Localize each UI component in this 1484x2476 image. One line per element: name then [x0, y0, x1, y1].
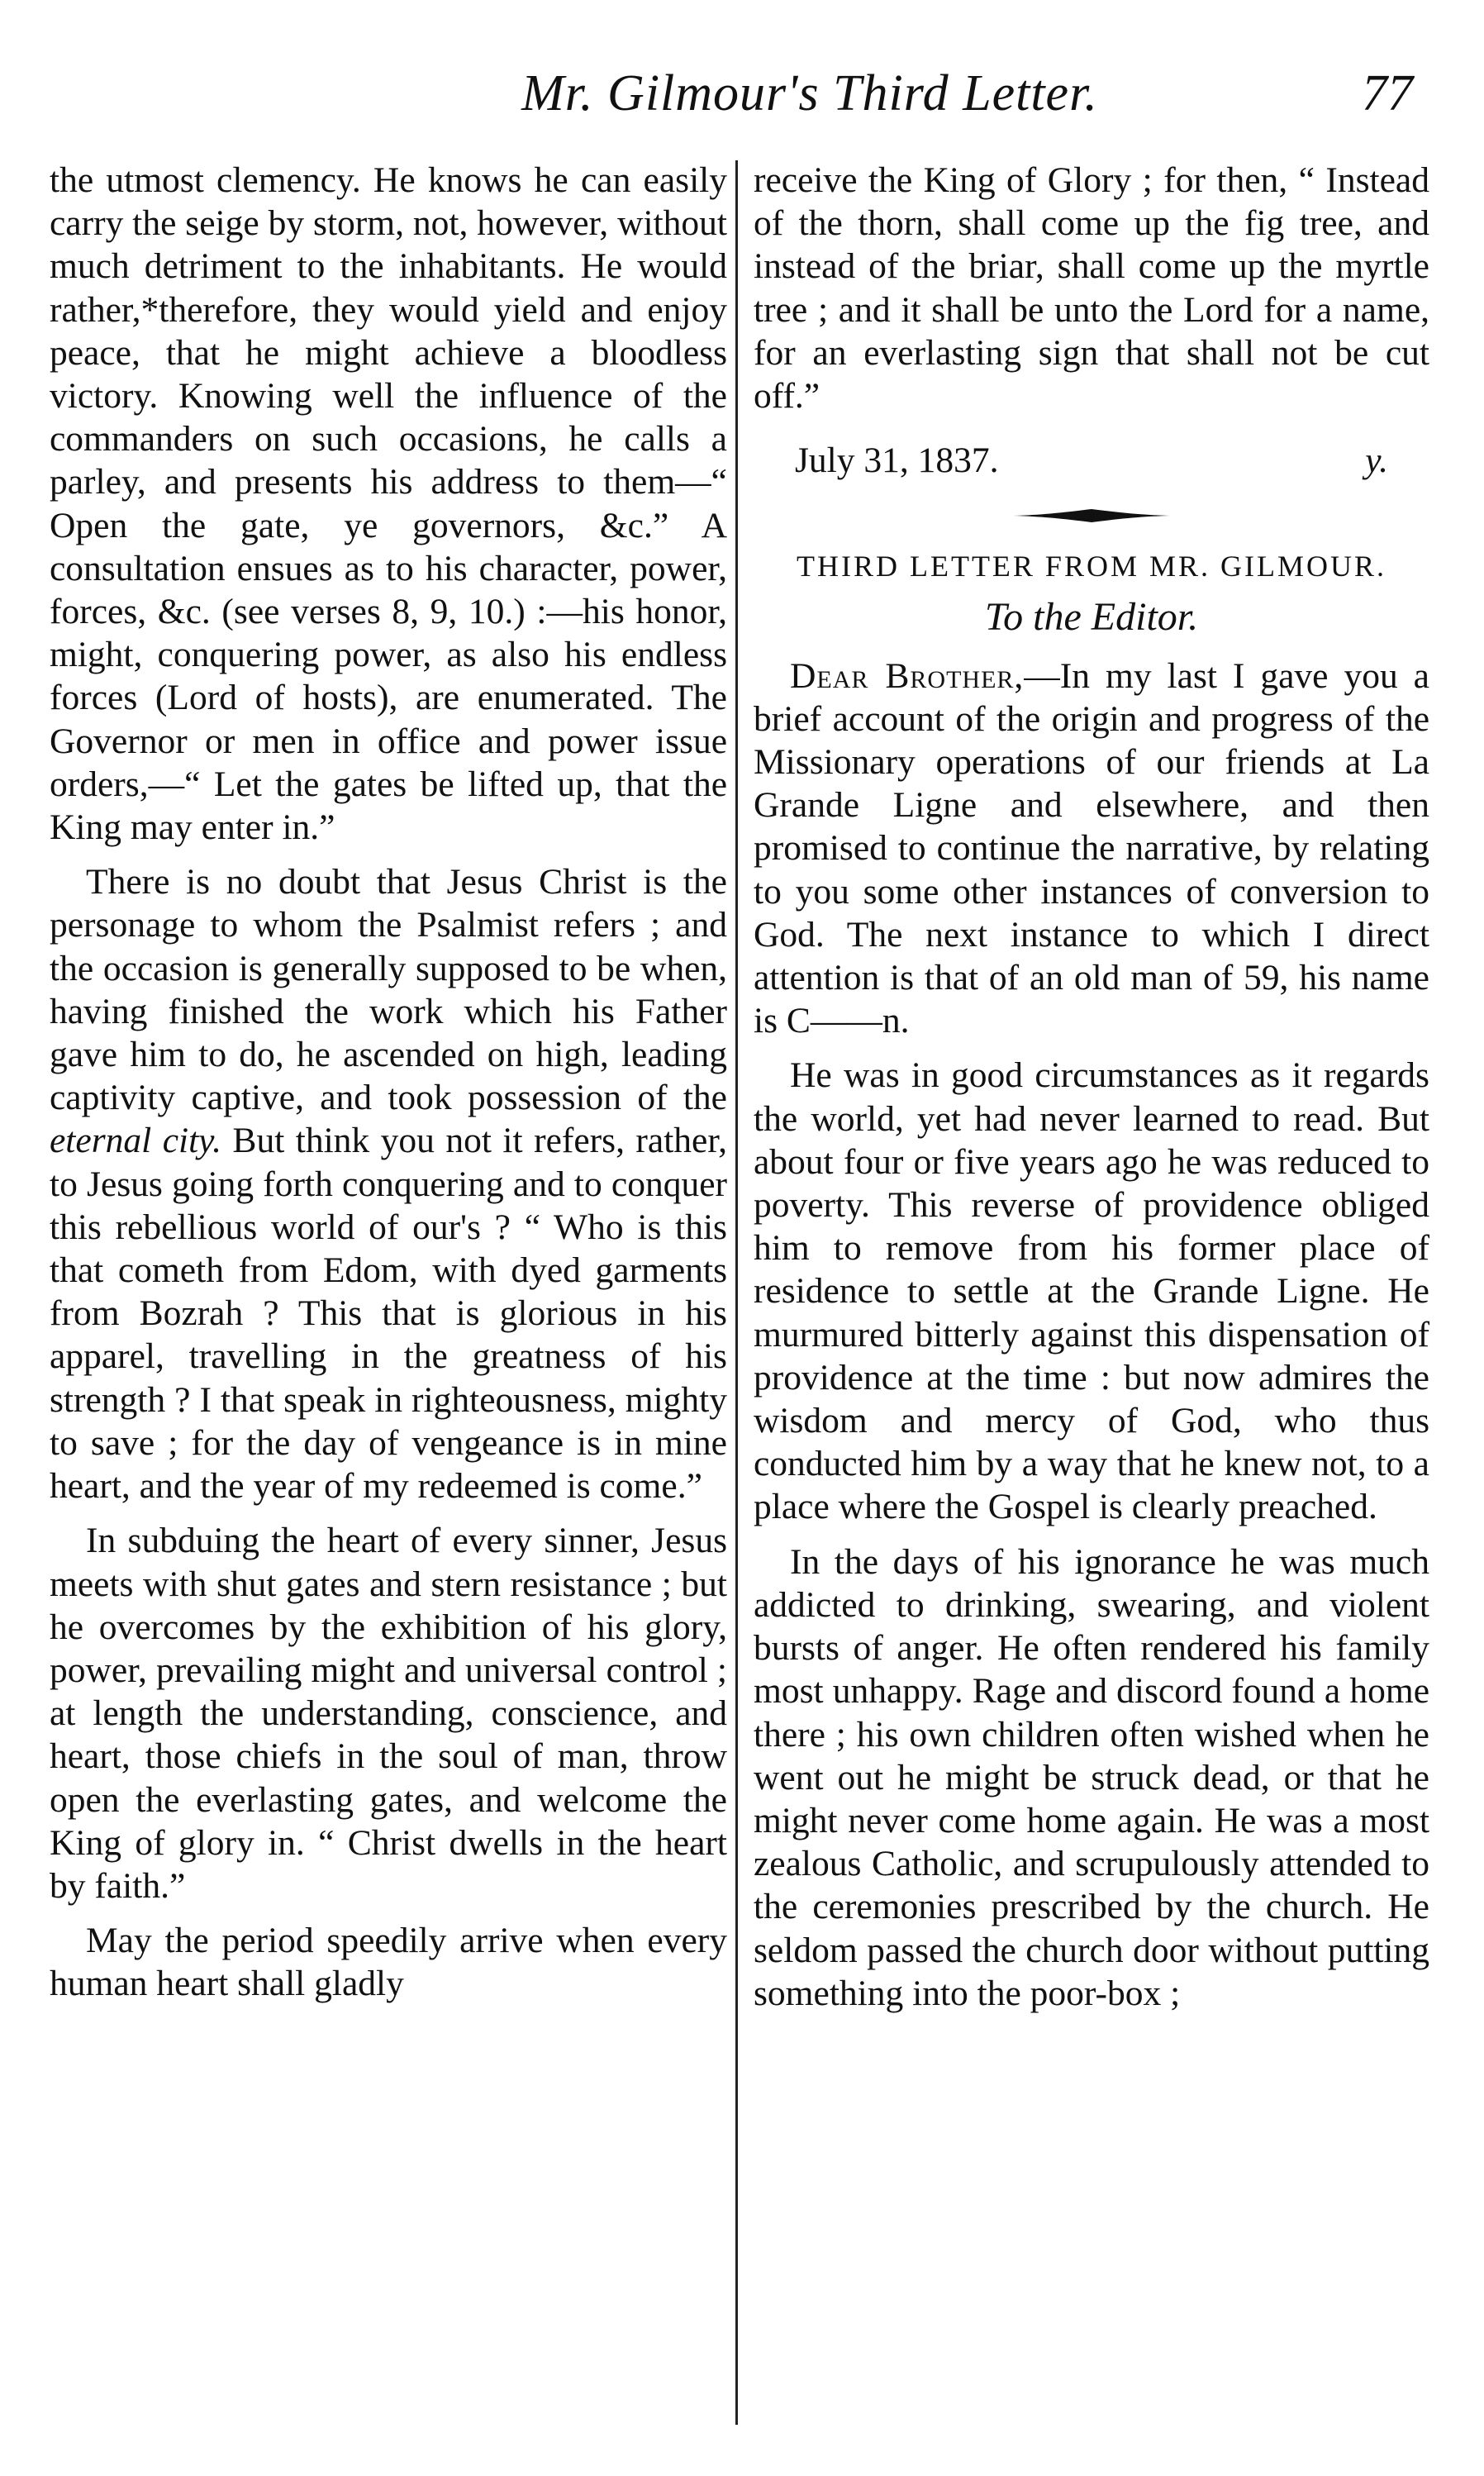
left-paragraph-2-text-b: But think you not it refers, rather, to Jesus going forth conquering and to conquer this rebellious world of our's ? “ Who is this that cometh from Edom, with dyed garments from Bozrah ? This that is glorious in his apparel, travelling in the greatness of his strength ? I that speak in righteousness, mighty to save ; for the day of vengeance is in mine heart, and the year of my redeemed is come.” [50, 1121, 727, 1507]
letter-heading: THIRD LETTER FROM MR. GILMOUR. [796, 550, 1386, 583]
column-divider [735, 160, 738, 2425]
left-paragraph-2-text-a: There is no doubt that Jesus Christ is the personage to whom the Psalmist refers ; and the occasion is generally supposed to be when, having finished the work which his Father gave him to do, he ascended on high, leading captivity captive, and took possession of the [50, 862, 727, 1118]
right-paragraph-2 [754, 655, 1429, 1043]
dateline [754, 439, 1429, 482]
page-number: 77 [1362, 65, 1413, 121]
right-paragraph-3: He was in good circumstances as it regards the world, yet had never learned to read. But about four or five years ago he was reduced to poverty. This reverse of providence obliged him to remove from his former place of residence to settle at the Grande Ligne. He murmured bitterly against this dispensation of providence at the time : but now admires the wisdom and mercy of God, who thus conducted him by a way that he knew not, to a place where the Gospel is clearly preached. [754, 1055, 1429, 1527]
ornament-rule-icon [754, 507, 1429, 525]
left-column [50, 159, 727, 2006]
right-paragraph-1: receive the King of Glory ; for then, “ Instead of the thorn, shall come up the fig tree, and instead of the briar, shall come up the myrtle tree ; and it shall be unto the Lord for a name, for an everlasting sign that shall not be cut off.” [754, 160, 1429, 417]
page-header [397, 64, 1413, 139]
left-paragraph-2 [50, 860, 727, 1507]
left-paragraph-1: the utmost clemency. He knows he can easily carry the seige by storm, not, however, without much detriment to the inhabitants. He would rather,*therefore, they would yield and enjoy peace, that he might achieve a bloodless victory. Knowing well the influence of the commanders on such occasions, he calls a parley, and presents his address to them—“ Open the gate, ye governors, &c.” A consultation ensues as to his character, power, forces, &c. (see verses 8, 9, 10.) :—his honor, might, conquering power, as also his endless forces (Lord of hosts), are enumerated. The Governor or men in office and power issue orders,—“ Let the gates be lifted up, that the King may enter in.” [50, 160, 727, 848]
signature: y. [1365, 440, 1388, 481]
running-title: Mr. Gilmour's Third Letter. [521, 65, 1098, 121]
right-column [754, 159, 1429, 2015]
left-paragraph-4: May the period speedily arrive when every human heart shall gladly [50, 1921, 727, 2004]
italic-phrase: eternal city. [50, 1121, 221, 1161]
left-paragraph-3: In subduing the heart of every sinner, Jesus meets with shut gates and stern resistance ; but he overcomes by the exhibition of his glory, power, prevailing might and universal control ; at length the understanding, conscience, and heart, those chiefs in the soul of man, throw open the everlasting gates, and welcome the King of glory in. “ Christ dwells in the heart by faith.” [50, 1521, 727, 1906]
right-paragraph-4: In the days of his ignorance he was much addicted to drinking, swearing, and violent bursts of anger. He often rendered his family most unhappy. Rage and discord found a home there ; his own children often wished when he went out he might be struck dead, or that he might never come home again. He was a most zealous Catholic, and scrupulously attended to the ceremonies prescribed by the church. He seldom passed the church door without putting something into the poor-box ; [754, 1541, 1429, 2013]
right-paragraph-2-text: —In my last I gave you a brief account of the origin and progress of the Missionary operations of our friends at La Grande Ligne and elsewhere, and then promised to continue the narrative, by relating to you some other instances of conversion to God. The next instance to which I direct attention is that of an old man of 59, his name is C——n. [754, 655, 1429, 1041]
letter-date: July 31, 1837. [795, 440, 999, 481]
salutation: To the Editor. [984, 595, 1199, 640]
opening-address: Dear Brother, [790, 655, 1025, 696]
